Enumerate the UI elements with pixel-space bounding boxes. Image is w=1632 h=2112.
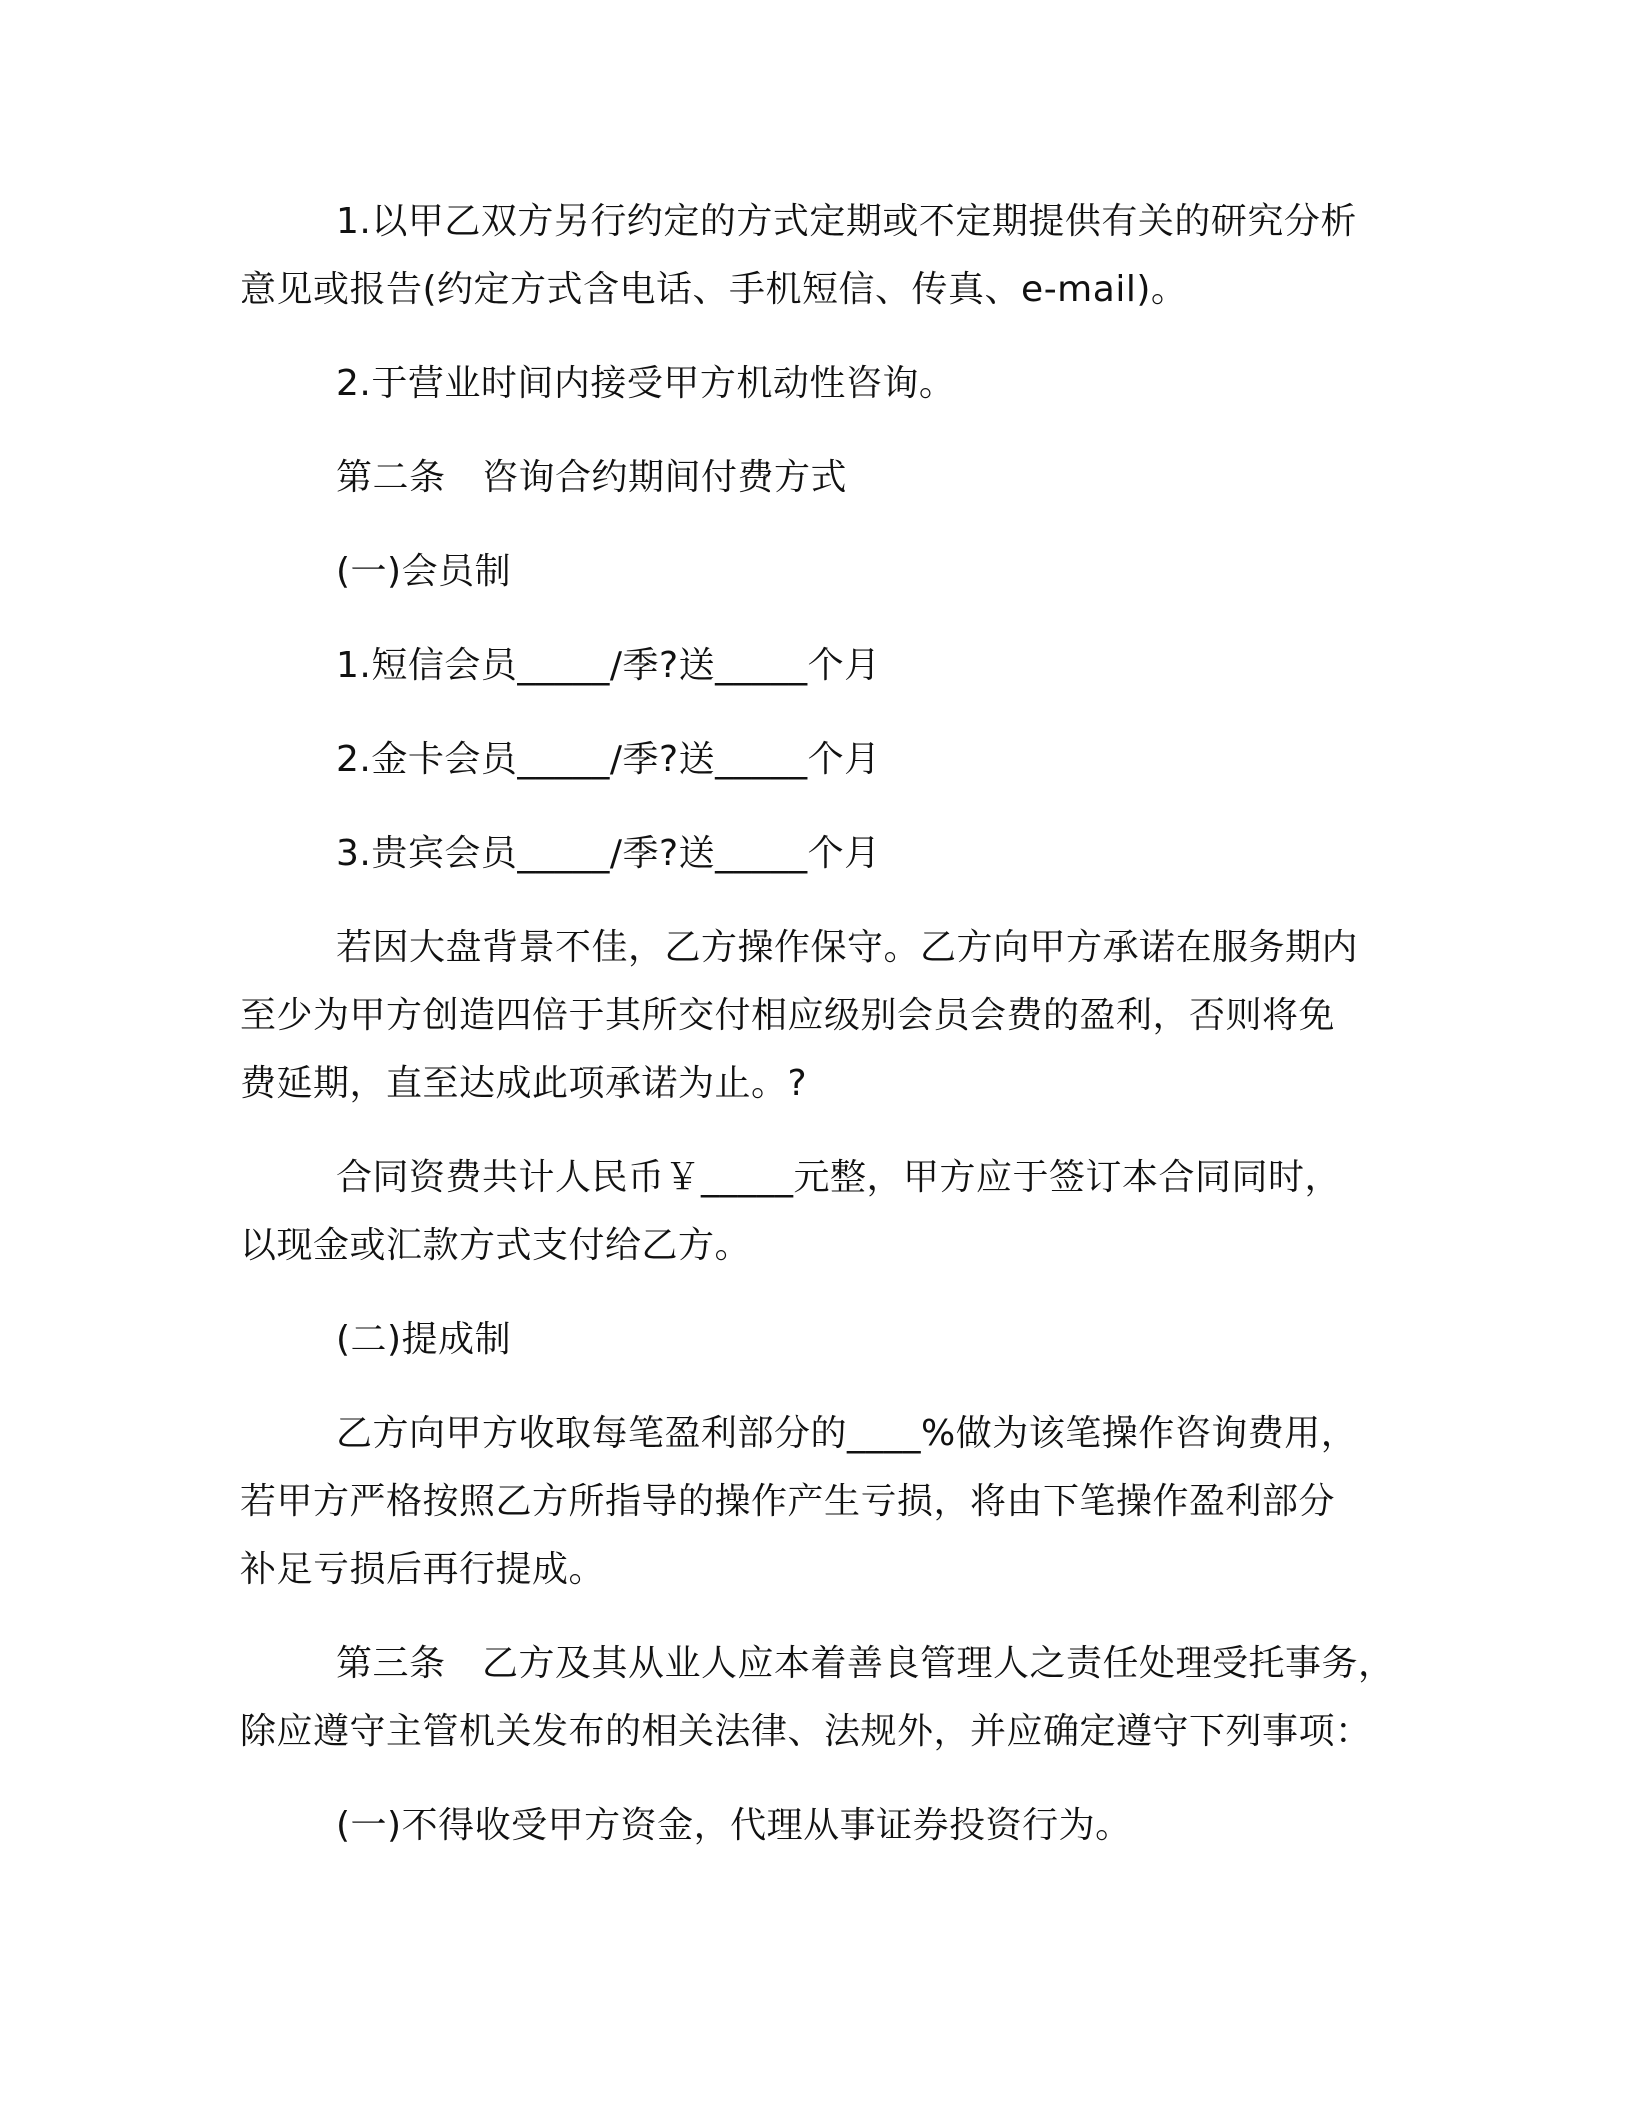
paragraph-service-item-1 (240, 188, 1400, 324)
text-line: (一)不得收受甲方资金，代理从事证券投资行为。 (336, 1805, 1132, 1846)
text-line: 1.短信会员_____/季?送_____个月 (336, 645, 881, 686)
paragraph-service-item-2 (240, 350, 1400, 418)
text-line: 意见或报告(约定方式含电话、手机短信、传真、e-mail)。 (240, 269, 1188, 310)
text-line: 以现金或汇款方式支付给乙方。 (240, 1225, 752, 1266)
text-line: 至少为甲方创造四倍于其所交付相应级别会员会费的盈利，否则将免 (240, 995, 1336, 1036)
text-line: 第二条 咨询合约期间付费方式 (336, 457, 848, 498)
text-line: 第三条 乙方及其从业人应本着善良管理人之责任处理受托事务， (336, 1643, 1395, 1684)
text-line: (二)提成制 (336, 1319, 512, 1360)
article-2-heading (240, 444, 1400, 512)
text-line: 补足亏损后再行提成。 (240, 1549, 606, 1590)
document-body (240, 188, 1400, 1886)
membership-gold (240, 726, 1400, 794)
text-line: 乙方向甲方收取每笔盈利部分的____%做为该笔操作咨询费用， (336, 1413, 1358, 1454)
text-line: 合同资费共计人民币￥_____元整，甲方应于签订本合同同时， (336, 1157, 1342, 1198)
text-line: 1.以甲乙双方另行约定的方式定期或不定期提供有关的研究分析 (336, 201, 1357, 242)
text-line: 若甲方严格按照乙方所指导的操作产生亏损，将由下笔操作盈利部分 (240, 1481, 1336, 1522)
paragraph-contract-fee (240, 1144, 1400, 1280)
section-membership-heading (240, 538, 1400, 606)
section-commission-heading (240, 1306, 1400, 1374)
text-line: 若因大盘背景不佳，乙方操作保守。乙方向甲方承诺在服务期内 (336, 927, 1359, 968)
article-3-item-1 (240, 1792, 1400, 1860)
text-line: (一)会员制 (336, 551, 512, 592)
paragraph-commission (240, 1400, 1400, 1604)
text-line: 2.金卡会员_____/季?送_____个月 (336, 739, 881, 780)
membership-vip (240, 820, 1400, 888)
text-line: 2.于营业时间内接受甲方机动性咨询。 (336, 363, 956, 404)
text-line: 除应遵守主管机关发布的相关法律、法规外，并应确定遵守下列事项： (240, 1711, 1372, 1752)
article-3 (240, 1630, 1400, 1766)
paragraph-guarantee (240, 914, 1400, 1118)
membership-sms (240, 632, 1400, 700)
text-line: 费延期，直至达成此项承诺为止。? (240, 1063, 808, 1104)
text-line: 3.贵宾会员_____/季?送_____个月 (336, 833, 881, 874)
